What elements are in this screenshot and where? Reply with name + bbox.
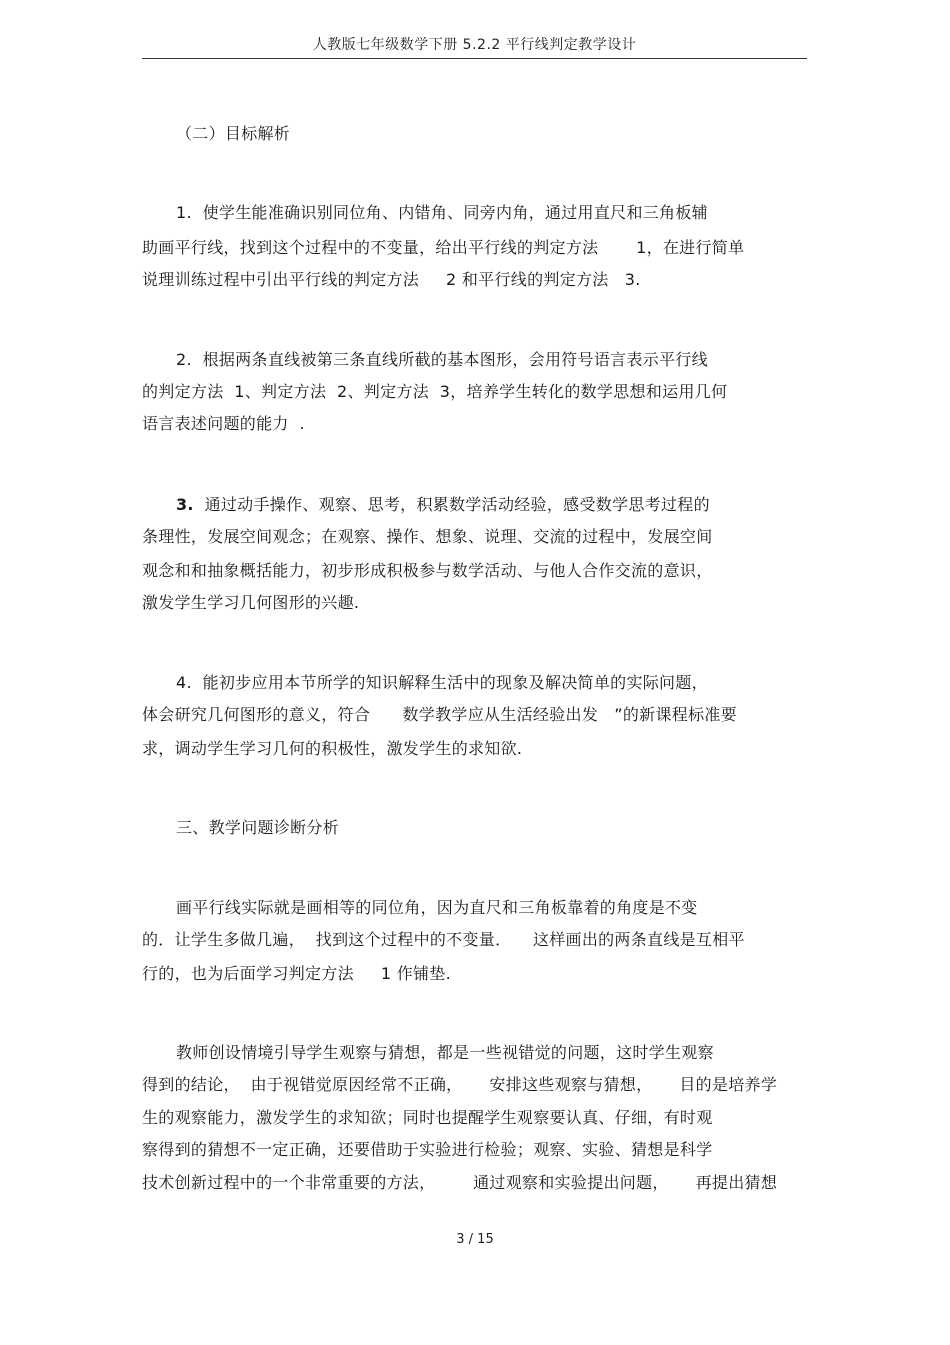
- goal2-line2: 的判定方法 1、判定方法 2、判定方法 3，培养学生转化的数学思想和运用几何: [142, 382, 728, 401]
- goal3-line1: [176, 495, 710, 515]
- goal4-line1: 4. 能初步应用本节所学的知识解释生活中的现象及解决简单的实际问题，: [176, 673, 708, 692]
- header-divider: [142, 58, 807, 59]
- goal2-line1: 2. 根据两条直线被第三条直线所截的基本图形，会用符号语言表示平行线: [176, 350, 708, 369]
- para2-line2: 得到的结论， 由于视错觉原因经常不正确， 安排这些观察与猜想， 目的是培养学: [142, 1075, 778, 1094]
- goal1-line1: 1. 使学生能准确识别同位角、内错角、同旁内角，通过用直尺和三角板辅: [176, 203, 708, 222]
- para2-line3: 生的观察能力，激发学生的求知欲；同时也提醒学生观察要认真、仔细，有时观: [142, 1108, 713, 1127]
- para2-line1: 教师创设情境引导学生观察与猜想，都是一些视错觉的问题，这时学生观察: [176, 1043, 714, 1062]
- page-header-title: 人教版七年级数学下册 5.2.2 平行线判定教学设计: [312, 37, 637, 53]
- goal1-line2: 助画平行线，找到这个过程中的不变量，给出平行线的判定方法 1，在进行简单: [142, 238, 745, 257]
- goal2-line3: 语言表述问题的能力 .: [142, 414, 305, 433]
- goal4-line3: 求，调动学生学习几何的积极性，激发学生的求知欲.: [142, 739, 523, 758]
- para1-line2: 的．让学生多做几遍， 找到这个过程中的不变量． 这样画出的两条直线是互相平: [142, 930, 745, 949]
- page-number: 3 / 15: [456, 1232, 494, 1247]
- goal3-line4: 激发学生学习几何图形的兴趣.: [142, 593, 360, 612]
- goal3-line2: 条理性，发展空间观念；在观察、操作、想象、说理、交流的过程中，发展空间: [142, 527, 713, 546]
- goal1-line3: 说理训练过程中引出平行线的判定方法 2 和平行线的判定方法 3.: [142, 270, 641, 289]
- goal3-line3: 观念和和抽象概括能力，初步形成积极参与数学活动、与他人合作交流的意识，: [142, 561, 713, 580]
- goal4-line2: 体会研究几何图形的意义，符合 数学教学应从生活经验出发 ”的新课程标准要: [142, 705, 737, 724]
- para2-line4: 察得到的猜想不一定正确，还要借助于实验进行检验；观察、实验、猜想是科学: [142, 1140, 713, 1159]
- para2-line5: 技术创新过程中的一个非常重要的方法， 通过观察和实验提出问题， 再提出猜想: [142, 1173, 778, 1192]
- goal3-line1-text: 通过动手操作、观察、思考，积累数学活动经验，感受数学思考过程的: [193, 495, 710, 514]
- target-analysis-heading: （二）目标解析: [176, 124, 291, 143]
- diagnosis-heading: 三、教学问题诊断分析: [176, 818, 340, 837]
- goal3-number: 3.: [176, 495, 194, 514]
- para1-line3: 行的，也为后面学习判定方法 1 作铺垫.: [142, 964, 451, 983]
- para1-line1: 画平行线实际就是画相等的同位角，因为直尺和三角板靠着的角度是不变: [176, 898, 698, 917]
